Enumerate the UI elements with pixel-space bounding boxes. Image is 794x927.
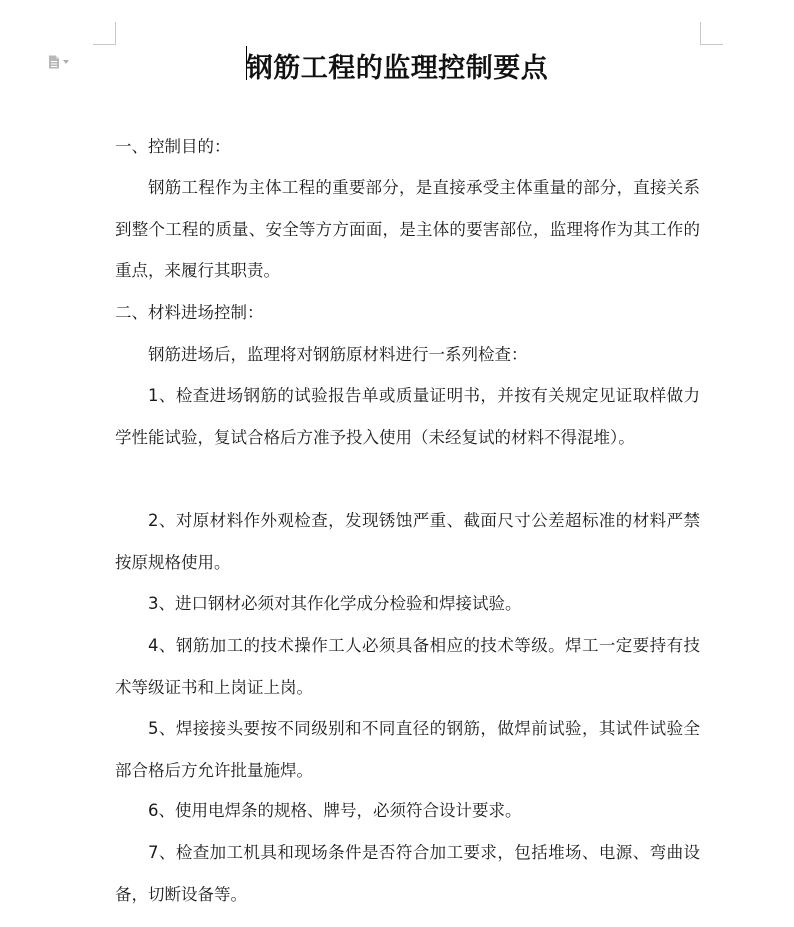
- list-item-7: 7、检查加工机具和现场条件是否符合加工要求，包括堆场、电源、弯曲设备，切断设备等。: [115, 843, 700, 904]
- list-item-3: 3、进口钢材必须对其作化学成分检验和焊接试验。: [148, 594, 522, 613]
- paragraph-material-intro: 钢筋进场后，监理将对钢筋原材料进行一系列检查：: [148, 345, 528, 364]
- margin-corner-top-right: [700, 22, 723, 45]
- section-heading-material: 二、材料进场控制：: [115, 303, 264, 322]
- list-item-6: 6、使用电焊条的规格、牌号，必须符合设计要求。: [148, 801, 522, 820]
- margin-corner-top-left: [93, 22, 116, 45]
- paragraph-purpose: 钢筋工程作为主体工程的重要部分，是直接承受主体重量的部分，直接关系到整个工程的质量、安全等方方面面，是主体的要害部位，监理将作为其工作的重点，来履行其职责。: [115, 178, 700, 280]
- document-title: 钢筋工程的监理控制要点: [245, 53, 549, 84]
- list-item-4: 4、钢筋加工的技术操作工人必须具备相应的技术等级。焊工一定要持有技术等级证书和上岗证上岗。: [115, 636, 700, 697]
- list-item-2: 2、对原材料作外观检查，发现锈蚀严重、截面尺寸公差超标准的材料严禁按原规格使用。: [115, 511, 700, 572]
- list-item-1: 1、检查进场钢筋的试验报告单或质量证明书，并按有关规定见证取样做力学性能试验，复试合格后方准予投入使用（未经复试的材料不得混堆）。: [115, 386, 700, 447]
- list-item-5: 5、焊接接头要按不同级别和不同直径的钢筋，做焊前试验，其试件试验全部合格后方允许批量施焊。: [115, 719, 700, 780]
- section-heading-purpose: 一、控制目的：: [115, 137, 231, 156]
